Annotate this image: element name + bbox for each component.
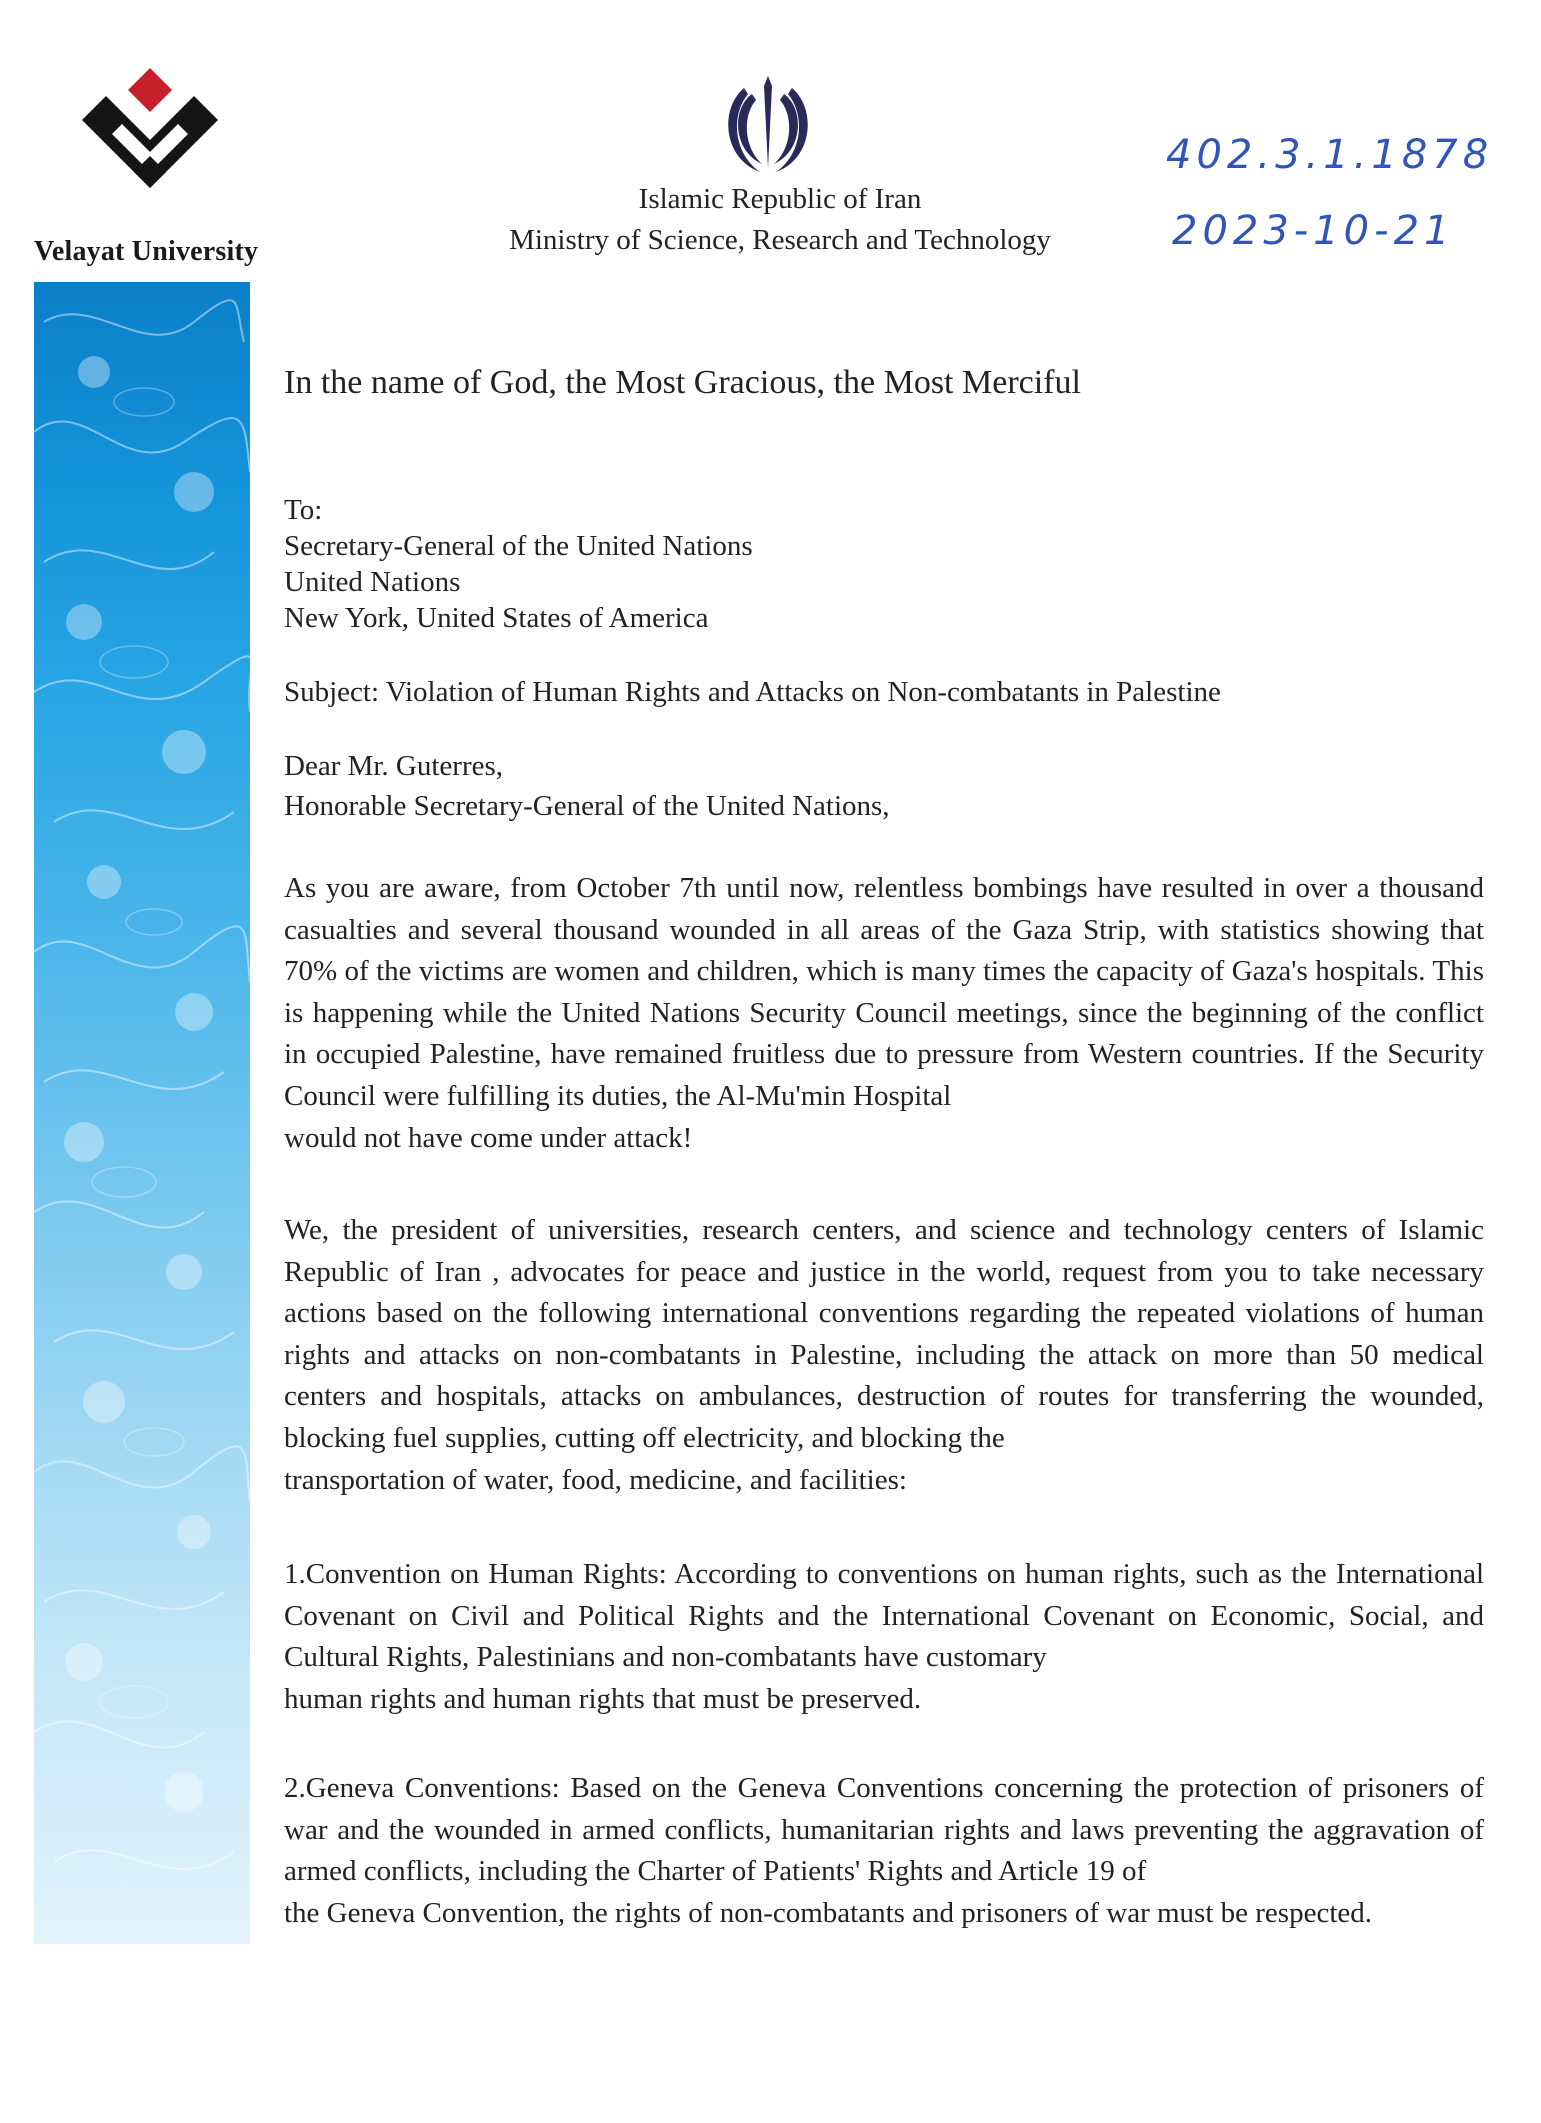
paragraph-3-body: 1.Convention on Human Rights: According to conventions on human rights, such as the International Covenant on Civil and Political Rights and the International Covenant on Economic, Social, and Cultural Rights, Palestinians and non-combatants have customary	[284, 1558, 1484, 1674]
university-logo	[70, 60, 230, 220]
recipient-line-2: United Nations	[284, 566, 461, 598]
reference-date: 2023-10-21	[1172, 208, 1455, 254]
paragraph-2-last-line: transportation of water, food, medicine, and facilities:	[284, 1463, 907, 1496]
paragraph-1-body: As you are aware, from October 7th until now, relentless bombings have resulted in over a thousand casualties and several thousand wounded in all areas of the Gaza Strip, with statistics showing that 70% of the victims are women and children, which is many times the capacity of Gaza's hospitals. This is happening while the United Nations Security Council meetings, since the beginning of the conflict in occupied Palestine, have remained fruitless due to pressure from Western countries. If the Security Council were fulfilling its duties, the Al-Mu'min Hospital	[284, 872, 1484, 1112]
logo-red-diamond	[128, 68, 172, 112]
decorative-side-band	[34, 282, 250, 1944]
subject-line: Subject: Violation of Human Rights and Attacks on Non-combatants in Palestine	[284, 676, 1221, 708]
paragraph-4-last-line: the Geneva Convention, the rights of non-combatants and prisoners of war must be respected.	[284, 1896, 1373, 1929]
basmala-heading: In the name of God, the Most Gracious, the Most Merciful	[284, 364, 1081, 401]
salutation-line-2: Honorable Secretary-General of the United Nations,	[284, 790, 890, 822]
recipient-line-1: Secretary-General of the United Nations	[284, 530, 753, 562]
university-name: Velayat University	[34, 236, 259, 267]
paragraph-3-last-line: human rights and human rights that must be preserved.	[284, 1682, 922, 1715]
paragraph-2-body: We, the president of universities, research centers, and science and technology centers of Islamic Republic of Iran , advocates for peace and justice in the world, request from you to take necessary actions based on the following international conventions regarding the repeated violations of human rights and attacks on non-combatants in Palestine, including the attack on more than 50 medical centers and hospitals, attacks on ambulances, destruction of routes for transferring the wounded, blocking fuel supplies, cutting off electricity, and blocking the	[284, 1214, 1484, 1454]
paragraph-2	[284, 1210, 1484, 1501]
paragraph-1	[284, 868, 1484, 1159]
recipient-to: To:	[284, 494, 323, 526]
iran-emblem	[722, 72, 814, 174]
salutation-line-1: Dear Mr. Guterres,	[284, 750, 504, 782]
paragraph-4-body: 2.Geneva Conventions: Based on the Geneva Conventions concerning the protection of prisoners of war and the wounded in armed conflicts, humanitarian rights and laws preventing the aggravation of armed conflicts, including the Charter of Patients' Rights and Article 19 of	[284, 1772, 1484, 1888]
paragraph-3	[284, 1554, 1484, 1720]
floral-pattern	[34, 282, 250, 1944]
reference-number: 402.3.1.1878	[1166, 132, 1494, 178]
recipient-line-3: New York, United States of America	[284, 602, 709, 634]
paragraph-4	[284, 1768, 1484, 1934]
paragraph-1-last-line: would not have come under attack!	[284, 1121, 693, 1154]
header-ministry: Ministry of Science, Research and Technology	[509, 224, 1051, 256]
header-country: Islamic Republic of Iran	[638, 183, 922, 215]
